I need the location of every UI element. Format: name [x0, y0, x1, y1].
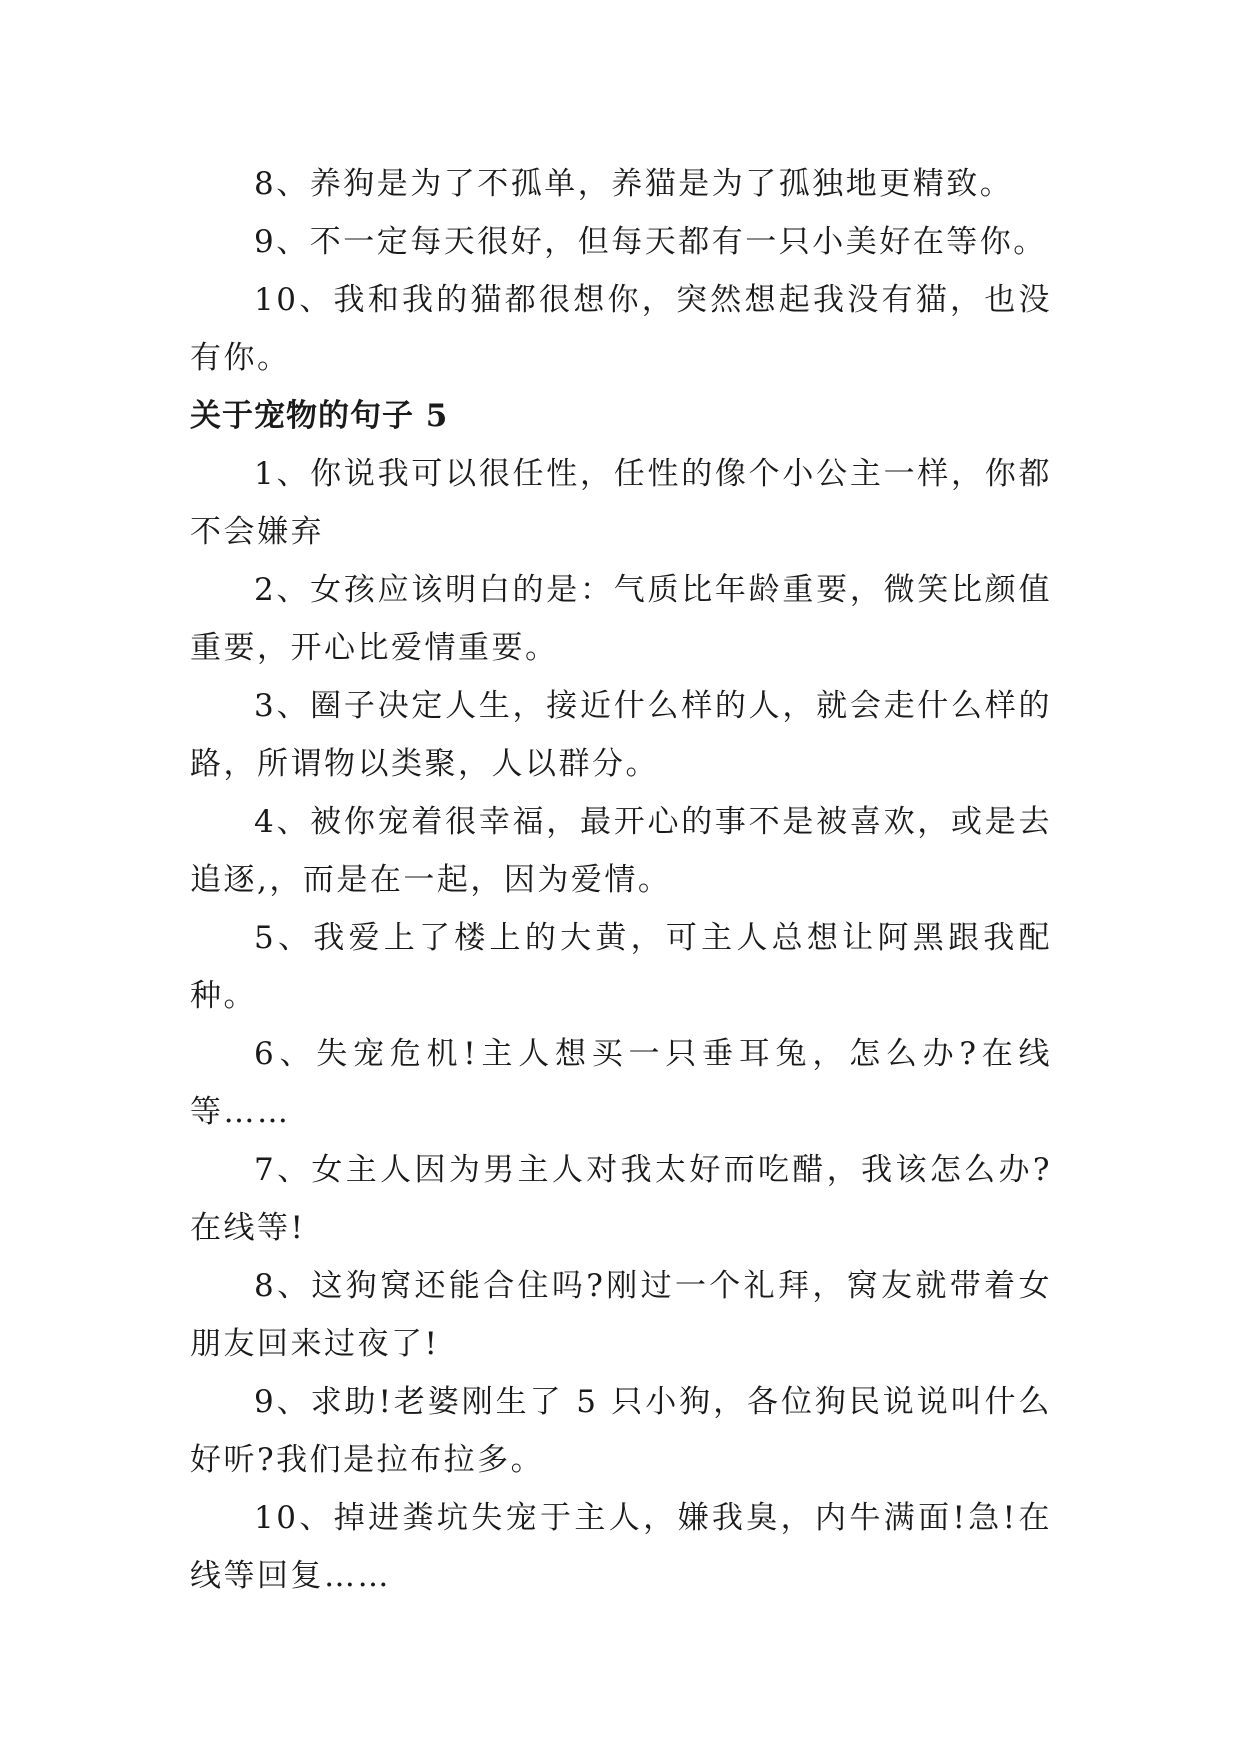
paragraph-section-9: 9、求助!老婆刚生了 5 只小狗，各位狗民说说叫什么好听?我们是拉布拉多。 — [190, 1384, 1052, 1478]
paragraph-section-5: 5、我爱上了楼上的大黄，可主人总想让阿黑跟我配种。 — [190, 920, 1052, 1014]
paragraph-top-3: 10、我和我的猫都很想你，突然想起我没有猫，也没有你。 — [190, 282, 1052, 376]
paragraph-section-8: 8、这狗窝还能合住吗?刚过一个礼拜，窝友就带着女朋友回来过夜了! — [190, 1268, 1052, 1362]
paragraph-section-4: 4、被你宠着很幸福，最开心的事不是被喜欢，或是去追逐,，而是在一起，因为爱情。 — [190, 804, 1052, 898]
document-body — [190, 155, 1052, 1605]
paragraph-top-1: 8、养狗是为了不孤单，养猫是为了孤独地更精致。 — [254, 166, 1014, 202]
paragraph-section-2: 2、女孩应该明白的是：气质比年龄重要，微笑比颜值重要，开心比爱情重要。 — [190, 572, 1052, 666]
paragraph-top-2: 9、不一定每天很好，但每天都有一只小美好在等你。 — [254, 224, 1047, 260]
paragraph-section-3: 3、圈子决定人生，接近什么样的人，就会走什么样的路，所谓物以类聚，人以群分。 — [190, 688, 1052, 782]
paragraph-section-10: 10、掉进粪坑失宠于主人，嫌我臭，内牛满面!急!在线等回复…… — [190, 1500, 1052, 1594]
section-heading: 关于宠物的句子 5 — [190, 398, 449, 434]
paragraph-section-1: 1、你说我可以很任性，任性的像个小公主一样，你都不会嫌弃 — [190, 456, 1052, 550]
paragraph-section-7: 7、女主人因为男主人对我太好而吃醋，我该怎么办?在线等! — [190, 1152, 1052, 1246]
paragraph-section-6: 6、失宠危机!主人想买一只垂耳兔，怎么办?在线等…… — [190, 1036, 1052, 1130]
